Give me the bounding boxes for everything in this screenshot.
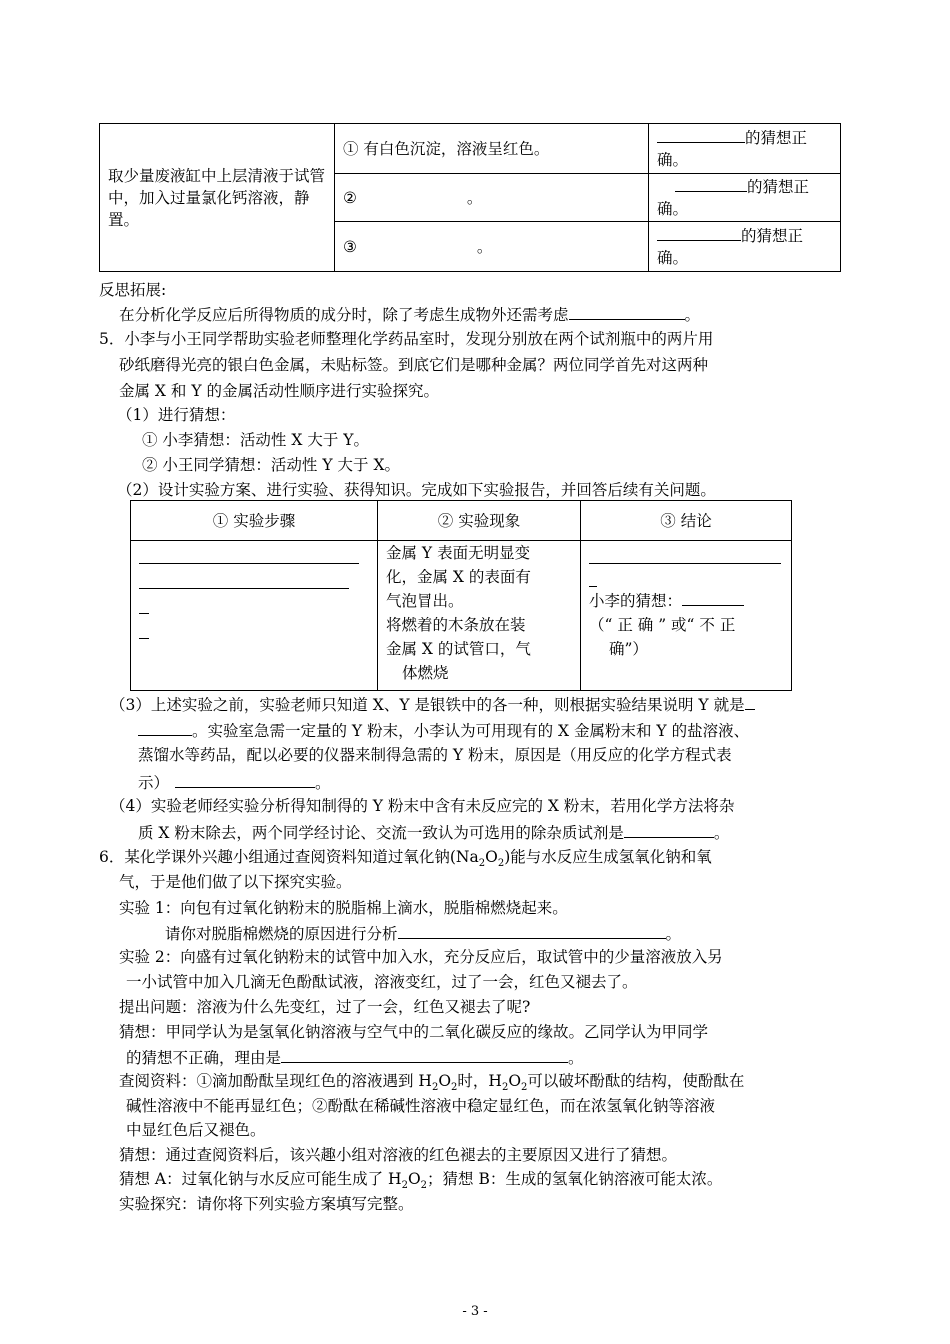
page-number: - 3 -	[462, 1304, 488, 1319]
header-phenomenon: ② 实验现象	[378, 501, 581, 541]
table1-step-text: 取少量废液缸中上层清液于试管中，加入过量氯化钙溶液，静置。	[108, 166, 326, 229]
header-conclusion: ③ 结论	[581, 501, 792, 541]
q6-experiment2-line2: 一小试管中加入几滴无色酚酞试液，溶液变红，过了一会，红色又褪去了。	[126, 973, 638, 991]
answer-blank[interactable]	[589, 566, 597, 587]
table1-conclusion-2: 的猜想正确。	[649, 174, 841, 222]
answer-blank[interactable]	[139, 618, 149, 639]
q6-intro-line1: 6．某化学课外兴趣小组通过查阅资料知道过氧化钠$(Na_2O_2)$能与水反应生成氢氧化钠和氧	[99, 848, 712, 870]
table1-conclusion-3: 的猜想正确。	[649, 222, 841, 272]
reflection-text: 在分析化学反应后所得物质的成分时，除了考虑生成物外还需考虑 。	[119, 303, 700, 325]
q5-part3-line3: 蒸馏水等药品，配以必要的仪器来制得急需的 Y 粉末，原因是（用反应的化学方程式表	[138, 746, 732, 764]
q5-guess2: ② 小王同学猜想：活动性 Y 大于 X。	[142, 456, 400, 474]
q6-guess-line1: 猜想：甲同学认为是氢氧化钠溶液与空气中的二氧化碳反应的缘故。乙同学认为甲同学	[119, 1023, 709, 1041]
answer-blank[interactable]	[281, 1046, 568, 1063]
q6-explore: 实验探究：请你将下列实验方案填写完整。	[119, 1195, 414, 1213]
table1-phenomenon-3: ③ 。	[335, 222, 649, 272]
q5-part1: （1）进行猜想：	[117, 406, 236, 424]
step-answer-cell	[131, 541, 378, 691]
q5-intro-line1: 5．小李与小王同学帮助实验老师整理化学药品室时，发现分别放在两个试剂瓶中的两片用	[99, 330, 714, 348]
answer-blank[interactable]	[675, 175, 747, 192]
answer-blank[interactable]	[682, 589, 744, 606]
reflection-title: 反思拓展:	[99, 281, 167, 299]
q6-reference-line1: 查阅资料：①滴加酚酞呈现红色的溶液遇到 $H_2O_2$时，$H_2O_2$可以破坏酚酞的结构，使酚酞在	[119, 1072, 745, 1094]
experiment-table-1	[99, 123, 841, 272]
conclusion-cell: 小李的猜想： （“ 正 确 ” 或“ 不 正 确”）	[581, 541, 792, 691]
q5-guess1: ① 小李猜想：活动性 X 大于 Y。	[142, 431, 369, 449]
answer-blank[interactable]	[138, 719, 192, 736]
q6-experiment2-line1: 实验 2：向盛有过氧化钠粉末的试管中加入水，充分反应后，取试管中的少量溶液放入另	[119, 948, 723, 966]
answer-blank[interactable]	[589, 543, 781, 564]
q6-experiment1-question: 请你对脱脂棉燃烧的原因进行分析 。	[165, 922, 681, 944]
table1-step-cell	[100, 124, 335, 272]
q6-experiment1: 实验 1：向包有过氧化钠粉末的脱脂棉上滴水，脱脂棉燃烧起来。	[119, 899, 568, 917]
q6-guess2-line1: 猜想：通过查阅资料后，该兴趣小组对溶液的红色褪去的主要原因又进行了猜想。	[119, 1146, 678, 1164]
q5-part3-line1: （3）上述实验之前，实验老师只知道 X、Y 是银铁中的各一种，则根据实验结果说明 Y 就是	[110, 693, 755, 715]
q5-part3-line2: 。实验室急需一定量的 Y 粉末，小李认为可用现有的 X 金属粉末和 Y 的盐溶液、	[138, 719, 749, 741]
q5-part2: （2）设计实验方案、进行实验、获得知识。完成如下实验报告，并回答后续有关问题。	[117, 481, 716, 499]
q5-part3-line4: 示） 。	[138, 771, 331, 793]
q6-guess-line2: 的猜想不正确，理由是 。	[126, 1046, 584, 1068]
q5-part4-line1: （4）实验老师经实验分析得知制得的 Y 粉末中含有未反应完的 X 粉末，若用化学方法将杂	[110, 797, 735, 815]
experiment-report-table	[130, 500, 792, 691]
answer-blank[interactable]	[175, 771, 315, 788]
header-step: ① 实验步骤	[131, 501, 378, 541]
q6-reference-line2: 碱性溶液中不能再显红色；②酚酞在稀碱性溶液中稳定显红色，而在浓氢氧化钠等溶液	[126, 1097, 716, 1115]
answer-blank[interactable]	[624, 821, 714, 838]
table1-conclusion-1: 的猜想正确。	[649, 124, 841, 174]
table1-phenomenon-2: ② 。	[335, 174, 649, 222]
q5-intro-line3: 金属 X 和 Y 的金属活动性顺序进行实验探究。	[119, 382, 439, 400]
table1-phenomenon-1: ① 有白色沉淀，溶液呈红色。	[335, 124, 649, 174]
answer-blank[interactable]	[139, 543, 359, 564]
answer-blank[interactable]	[569, 303, 685, 320]
q5-intro-line2: 砂纸磨得光亮的银白色金属，未贴标签。到底它们是哪种金属？两位同学首先对这两种	[119, 356, 709, 374]
answer-blank[interactable]	[398, 922, 666, 939]
phenomenon-cell: 金属 Y 表面无明显变 化，金属 X 的表面有 气泡冒出。 将燃着的木条放在装 金属 X 的试管口，气 体燃烧	[378, 541, 581, 691]
q5-part4-line2: 质 X 粉末除去，两个同学经讨论、交流一致认为可选用的除杂质试剂是 。	[138, 821, 729, 843]
answer-blank[interactable]	[657, 224, 741, 241]
answer-blank[interactable]	[745, 693, 755, 710]
q6-intro-line2: 气，于是他们做了以下探究实验。	[119, 873, 352, 891]
q6-reference-line3: 中显红色后又褪色。	[126, 1121, 266, 1139]
q6-question: 提出问题：溶液为什么先变红，过了一会，红色又褪去了呢?	[119, 998, 531, 1016]
answer-blank[interactable]	[139, 593, 149, 614]
q6-guess2-line2: 猜想 A：过氧化钠与水反应可能生成了 $H_2O_2$；猜想 B：生成的氢氧化钠溶液可能太浓。	[119, 1170, 723, 1192]
answer-blank[interactable]	[657, 126, 745, 143]
answer-blank[interactable]	[139, 568, 349, 589]
